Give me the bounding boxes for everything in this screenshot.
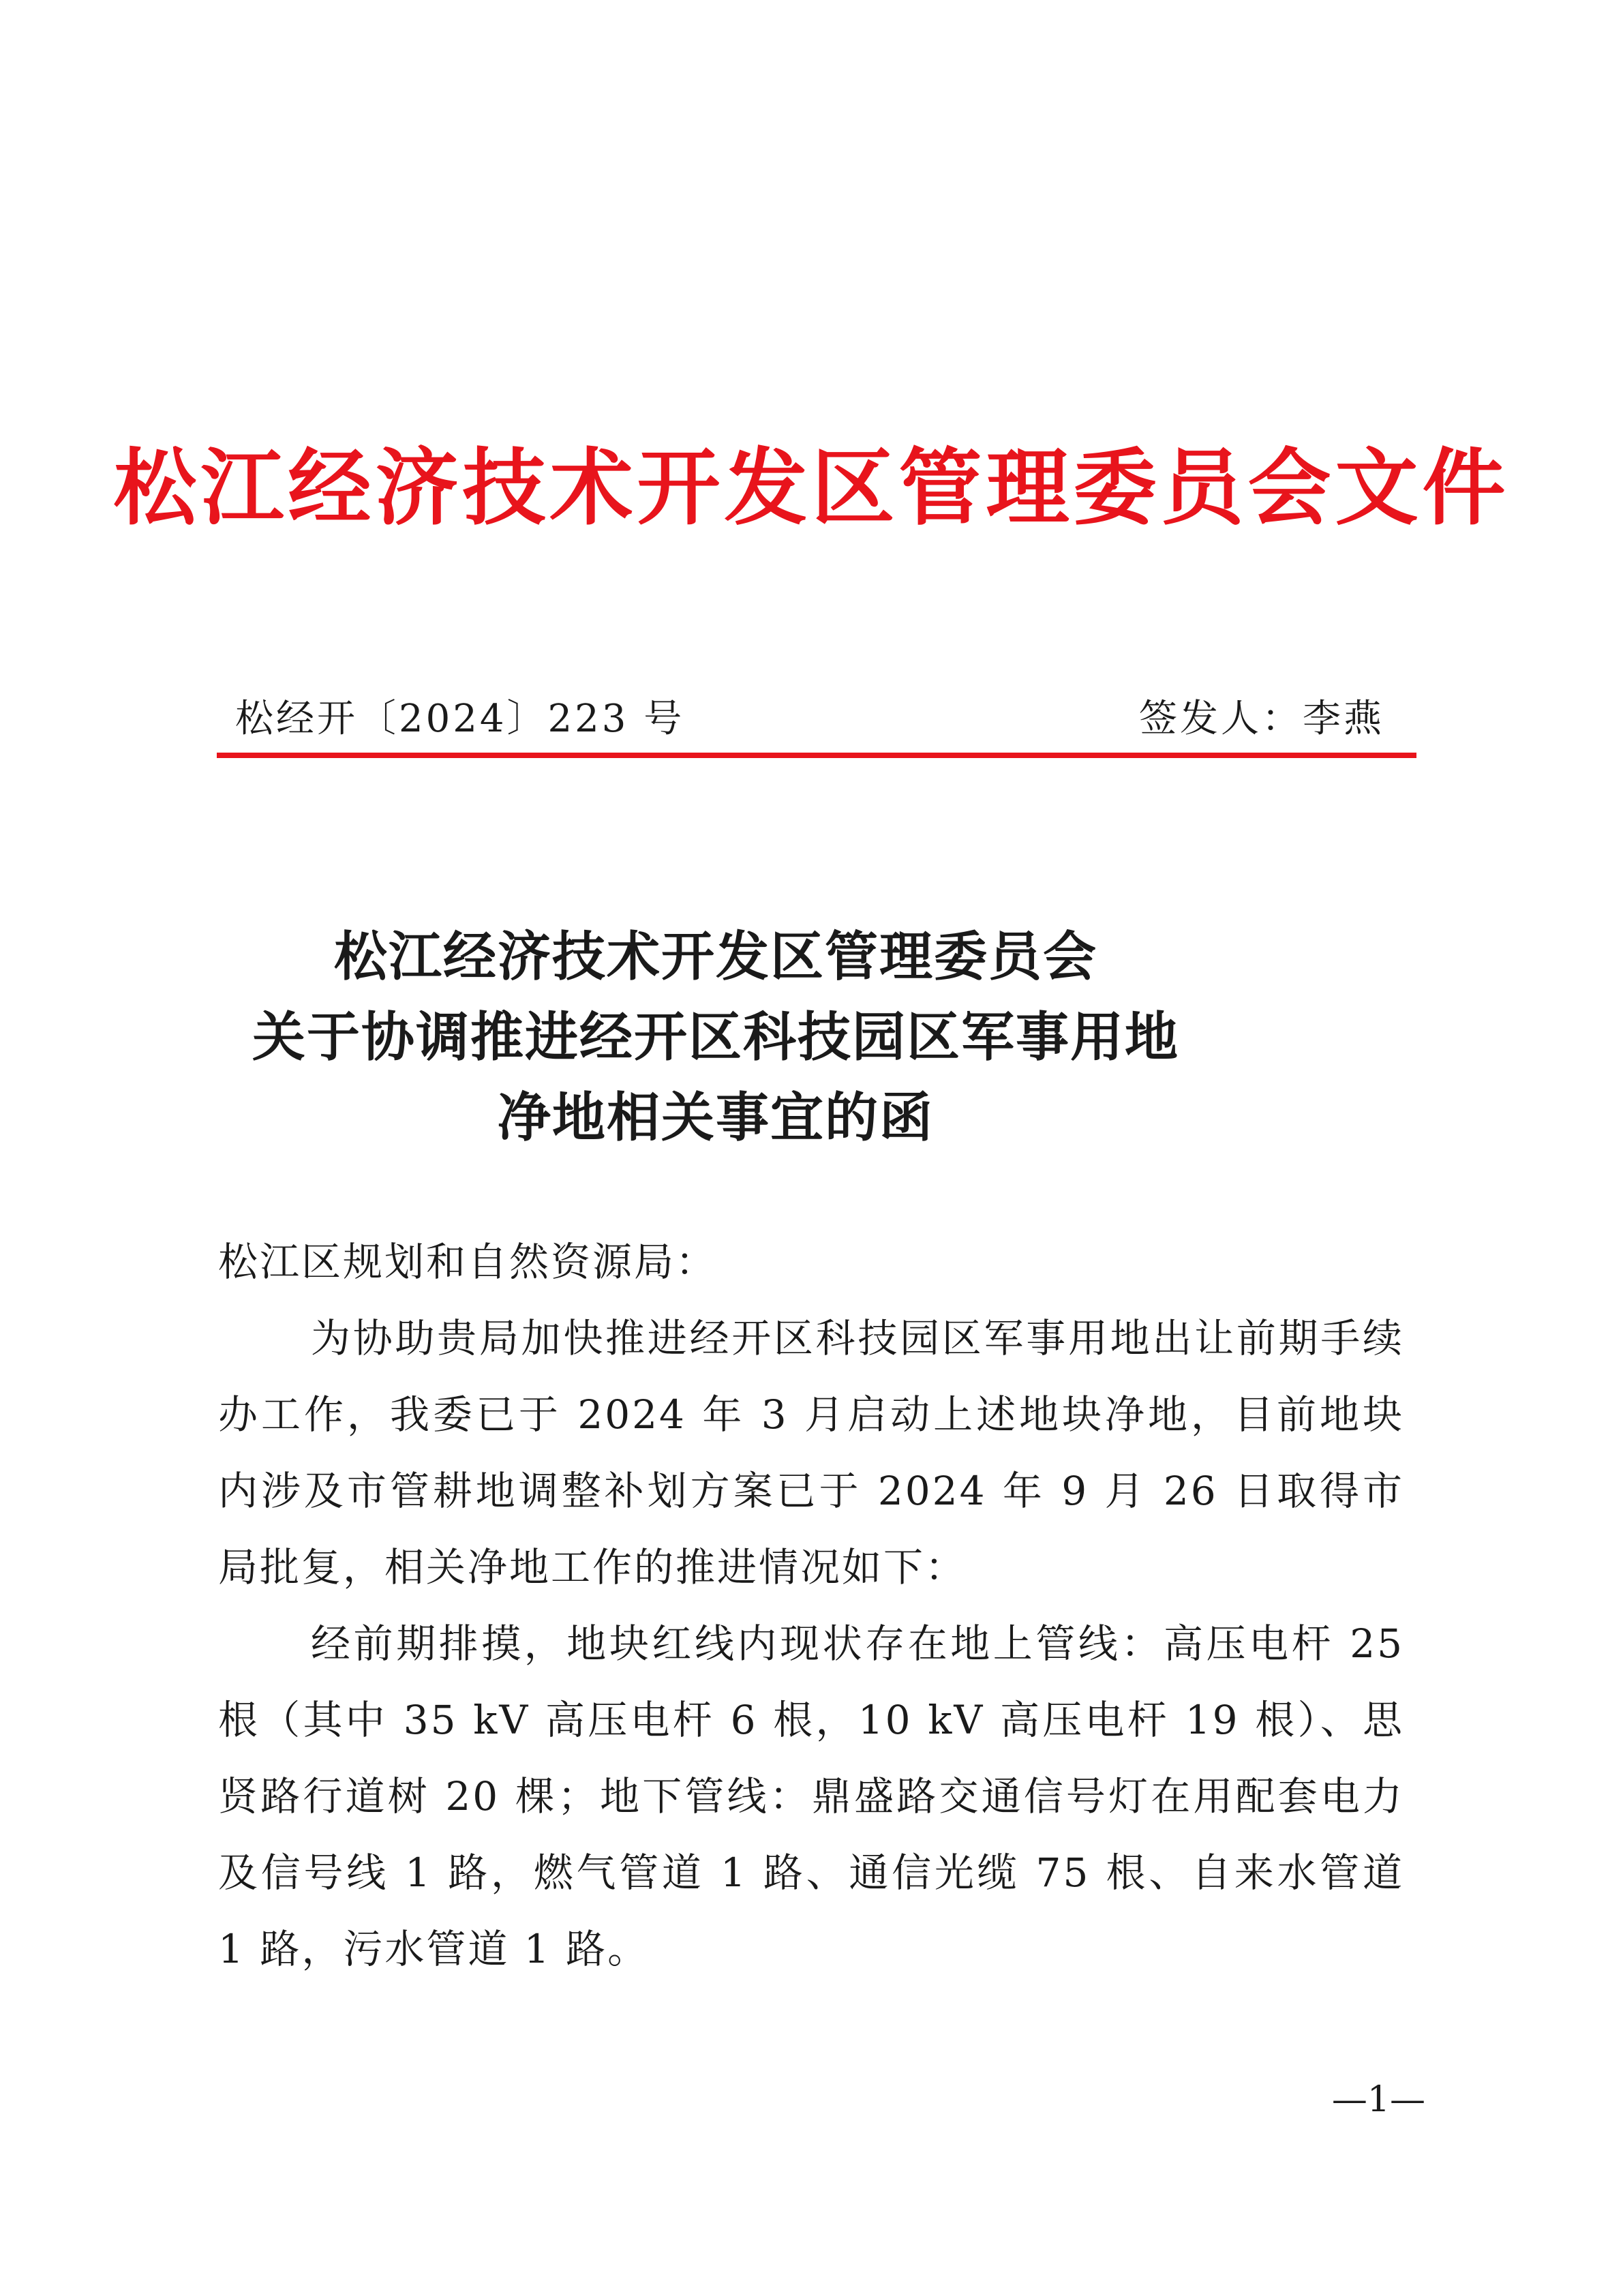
signer: 签发人：李燕 [1139, 697, 1384, 741]
header-divider-line [217, 753, 1416, 758]
body-paragraph-2: 经前期排摸，地块红线内现状存在地上管线：高压电杆 25 根（其中 35 kV 高压电杆 6 根，10 kV 高压电杆 19 根）、思贤路行道树 20 棵；地下管线：鼎盛路交通信号灯在用配套电力及信号线 1 路，燃气管道 1 路、通信光缆 75 根、自来水管道 1 路，污水管道 1 路。 [218, 1620, 1404, 1972]
document-header-title: 松江经济技术开发区管理委员会文件 [113, 438, 1510, 537]
page-number: —1— [1331, 2079, 1425, 2120]
document-number: 松经开〔2024〕223 号 [235, 697, 685, 741]
subject-line-1: 松江经济技术开发区管理委员会 [333, 926, 1097, 988]
subject-line-3: 净地相关事宜的函 [497, 1087, 934, 1149]
subject-line-2: 关于协调推进经开区科技园区军事用地 [252, 1006, 1179, 1068]
document-subject [0, 917, 1431, 1158]
document-body [218, 1300, 1404, 1987]
addressee: 松江区规划和自然资源局： [218, 1239, 718, 1285]
body-paragraph-1: 为协助贵局加快推进经开区科技园区军事用地出让前期手续办工作，我委已于 2024 年 3 月启动上述地块净地，目前地块内涉及市管耕地调整补划方案已于 2024 年 9 月 26 日取得市局批复，相关净地工作的推进情况如下： [218, 1315, 1404, 1590]
